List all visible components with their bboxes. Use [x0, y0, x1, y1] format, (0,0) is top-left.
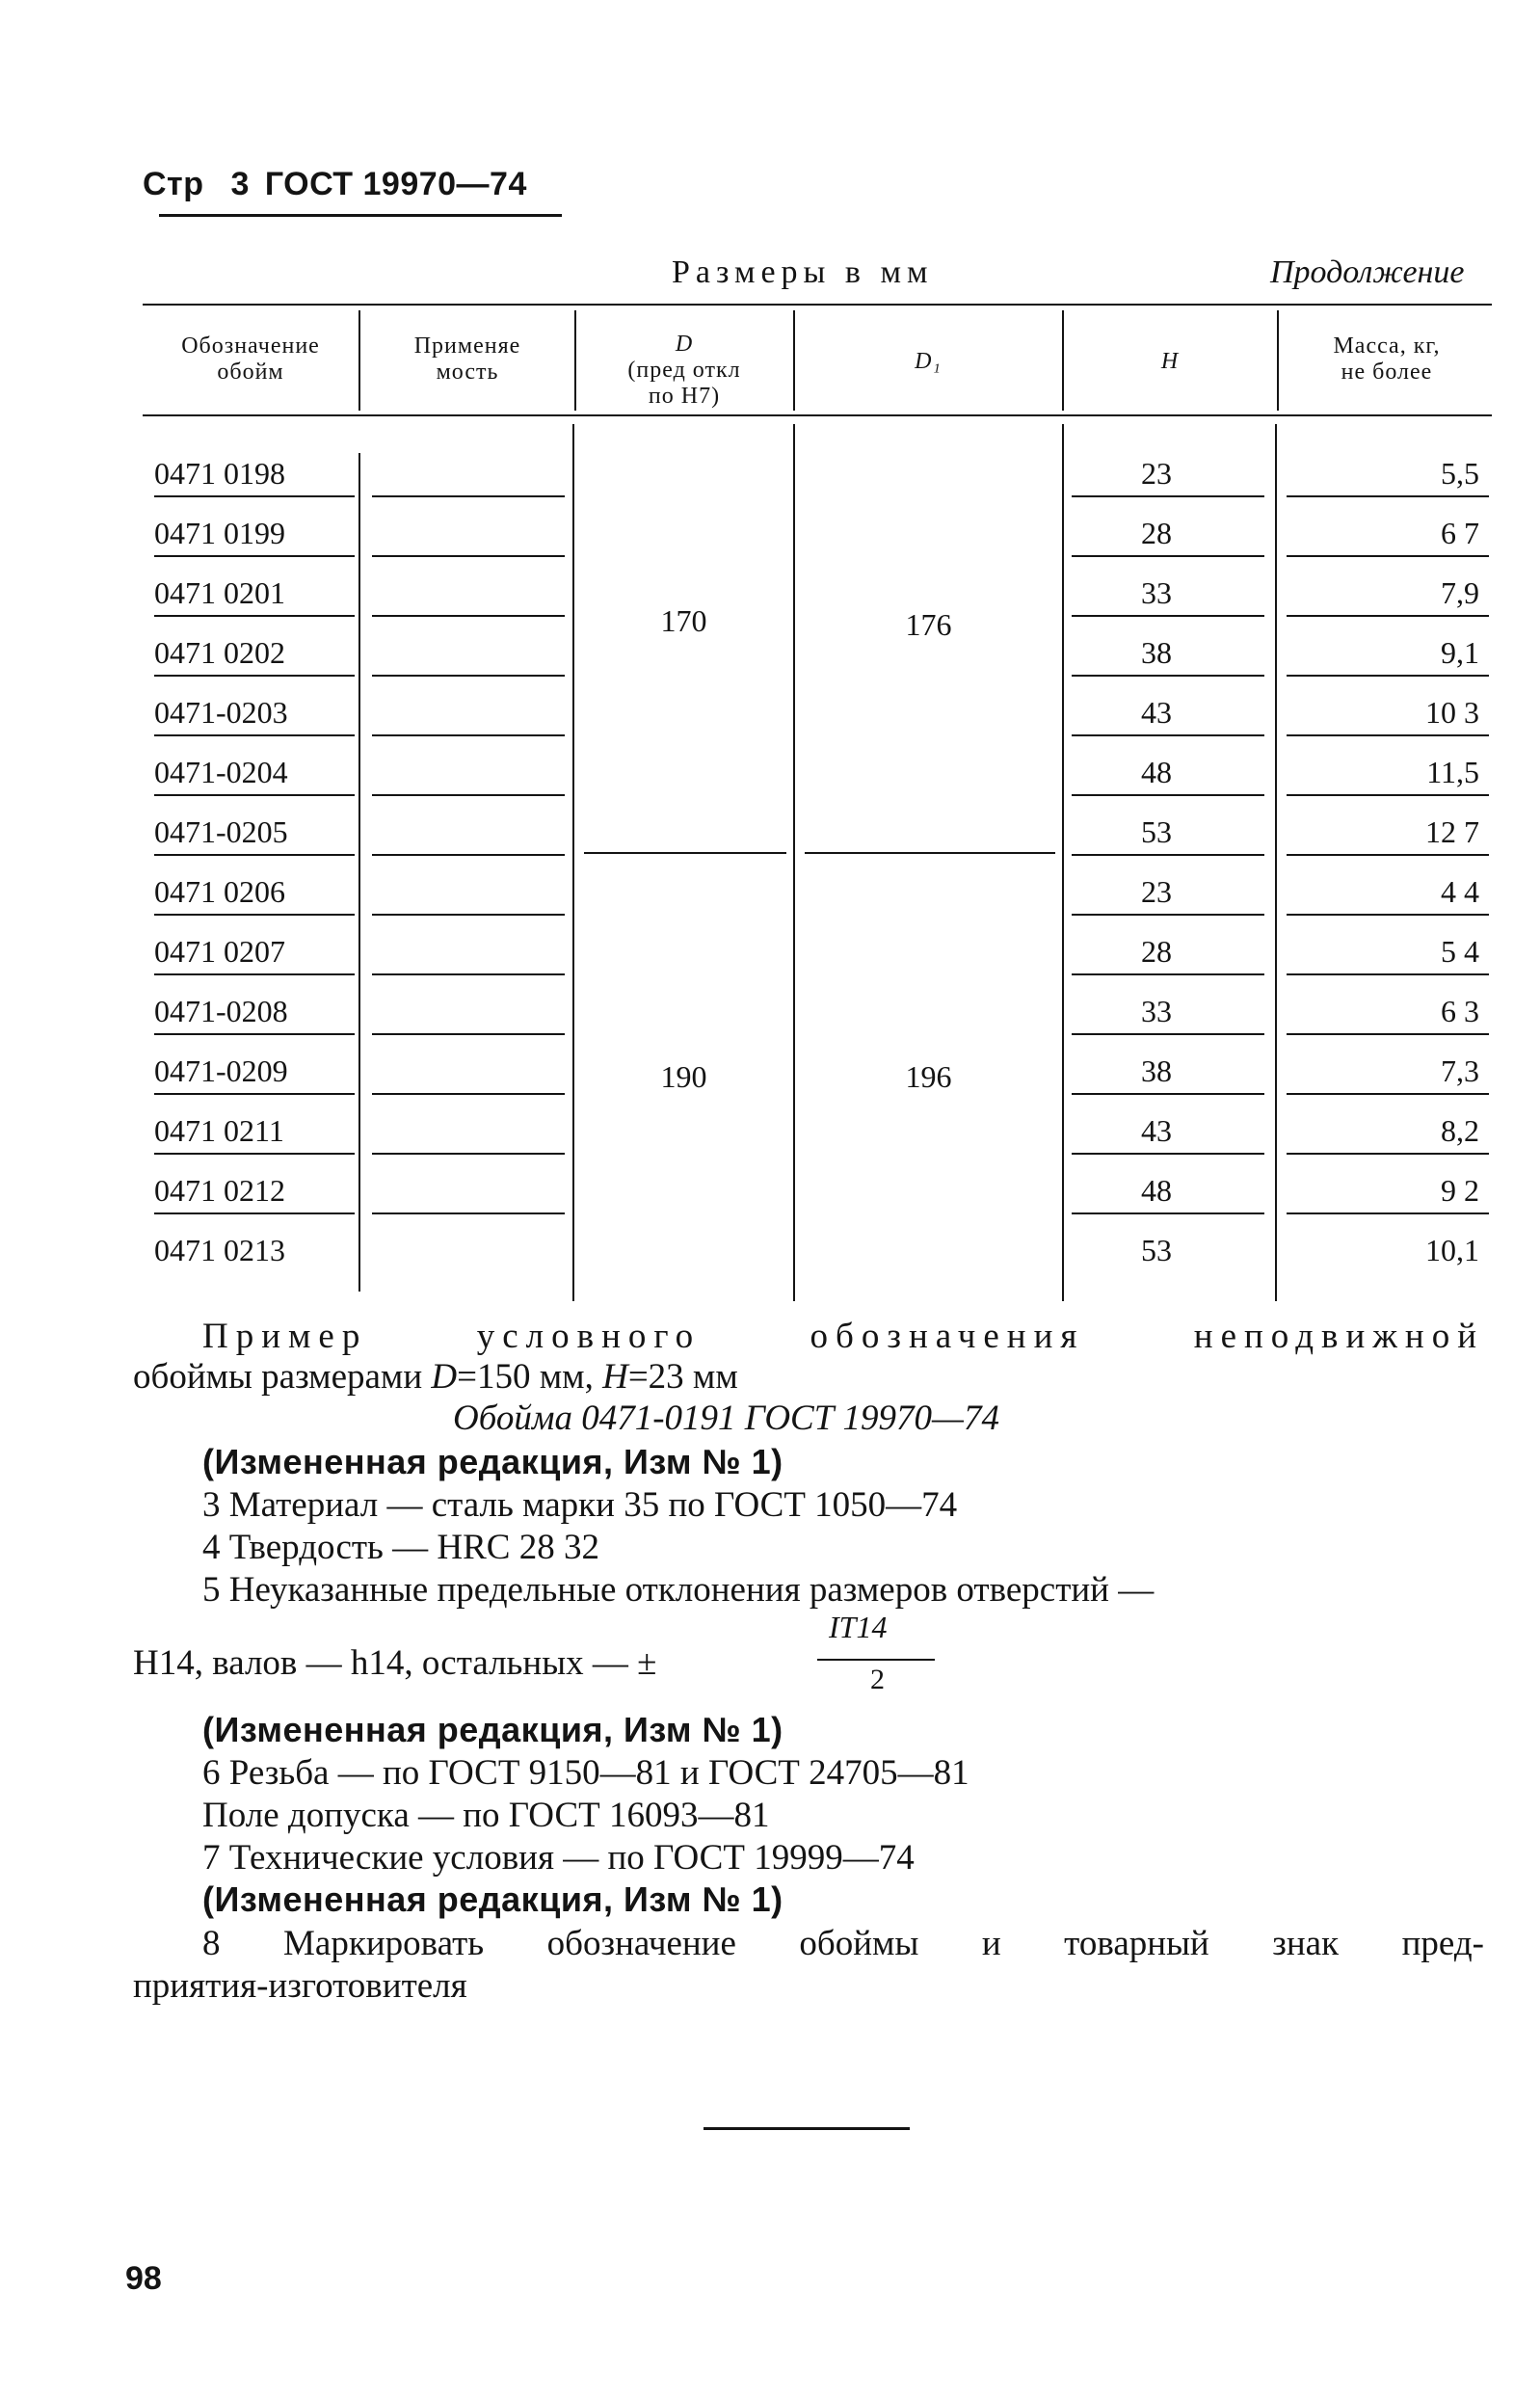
item-3: 3 Материал — сталь марки 35 по ГОСТ 1050—74	[202, 1485, 958, 1525]
row-code: 0471-0209	[154, 1053, 288, 1088]
item-8-line-2: приятия-изготовителя	[133, 1966, 467, 2006]
row-underline	[154, 794, 355, 796]
row-code: 0471-0205	[154, 814, 288, 849]
item-8-line-1: 8 Маркировать обозначение обоймы и товарный знак пред-	[202, 1924, 1484, 1963]
fraction-denominator: 2	[870, 1664, 885, 1695]
row-underline	[1072, 1212, 1264, 1214]
row-underline	[1072, 734, 1264, 736]
row-h: 23	[1141, 456, 1172, 491]
row-underline	[1287, 854, 1489, 856]
row-code: 0471 0211	[154, 1113, 284, 1148]
page-number: 98	[125, 2260, 162, 2297]
row-h: 43	[1141, 1113, 1172, 1148]
row-code: 0471 0207	[154, 934, 285, 969]
row-code: 0471 0213	[154, 1233, 285, 1267]
row-underline	[1287, 495, 1489, 497]
row-underline	[1287, 555, 1489, 557]
table-top-rule	[143, 304, 1492, 306]
page-label: Стр	[143, 166, 204, 202]
header-divider	[793, 310, 795, 411]
d1-value: 196	[905, 1059, 952, 1094]
row-underline	[154, 675, 355, 677]
row-mass: 7,9	[1441, 575, 1479, 610]
row-mass: 9,1	[1441, 635, 1479, 670]
edit-note-2: (Измененная редакция, Изм № 1)	[202, 1710, 783, 1749]
row-underline	[1072, 914, 1264, 916]
row-underline	[1287, 734, 1489, 736]
row-underline	[372, 555, 565, 557]
row-mass: 6 3	[1441, 994, 1479, 1028]
row-underline	[372, 615, 565, 617]
row-mass: 9 2	[1441, 1173, 1479, 1208]
row-underline	[154, 1153, 355, 1155]
fraction-numerator: IT14	[829, 1610, 888, 1644]
row-h: 28	[1141, 516, 1172, 550]
row-mass: 7,3	[1441, 1053, 1479, 1088]
row-code: 0471-0204	[154, 755, 288, 789]
row-underline	[154, 1033, 355, 1035]
row-h: 38	[1141, 635, 1172, 670]
row-underline	[372, 1093, 565, 1095]
item-4: 4 Твердость — HRC 28 32	[202, 1528, 599, 1567]
d-value: 190	[660, 1059, 707, 1094]
row-underline	[372, 495, 565, 497]
row-underline	[1072, 794, 1264, 796]
row-mass: 11,5	[1426, 755, 1479, 789]
row-underline	[1287, 1093, 1489, 1095]
header-bottom-rule	[143, 414, 1492, 416]
row-underline	[1287, 615, 1489, 617]
row-mass: 4 4	[1441, 874, 1479, 909]
header-divider	[1062, 310, 1064, 411]
row-underline	[1287, 794, 1489, 796]
row-h: 33	[1141, 994, 1172, 1028]
row-underline	[1072, 615, 1264, 617]
row-underline	[372, 675, 565, 677]
row-underline	[372, 734, 565, 736]
continuation-label: Продолжение	[1270, 254, 1465, 290]
body-divider	[572, 424, 574, 1301]
group-separator	[584, 852, 786, 854]
row-code: 0471 0206	[154, 874, 285, 909]
row-underline	[1287, 973, 1489, 975]
row-code: 0471 0198	[154, 456, 285, 491]
row-underline	[372, 794, 565, 796]
row-underline	[372, 1153, 565, 1155]
row-underline	[1072, 555, 1264, 557]
row-underline	[154, 1093, 355, 1095]
item-5-line-1: 5 Неуказанные предельные отклонения размеров отверстий —	[202, 1570, 1155, 1610]
header-rule	[159, 214, 562, 217]
row-mass: 12 7	[1425, 814, 1479, 849]
row-h: 48	[1141, 1173, 1172, 1208]
header-divider	[1277, 310, 1279, 411]
fraction-bar	[817, 1659, 935, 1661]
row-underline	[372, 1033, 565, 1035]
body-divider	[1062, 424, 1064, 1301]
row-code: 0471 0202	[154, 635, 285, 670]
row-h: 48	[1141, 755, 1172, 789]
row-mass: 10 3	[1425, 695, 1479, 730]
row-code: 0471 0212	[154, 1173, 285, 1208]
row-underline	[154, 495, 355, 497]
row-underline	[154, 854, 355, 856]
row-h: 43	[1141, 695, 1172, 730]
row-underline	[1287, 1212, 1489, 1214]
row-underline	[1287, 914, 1489, 916]
header-mass: Масса, кг, не более	[1333, 333, 1441, 385]
header-h: H	[1160, 349, 1180, 374]
row-underline	[1072, 1153, 1264, 1155]
row-underline	[1072, 1033, 1264, 1035]
header-d1: D₁	[915, 349, 942, 374]
row-h: 23	[1141, 874, 1172, 909]
row-mass: 5,5	[1441, 456, 1479, 491]
header-divider	[574, 310, 576, 411]
item-5-line-2: H14, валов — h14, остальных — ±	[133, 1643, 657, 1683]
edit-note-1: (Измененная редакция, Изм № 1)	[202, 1442, 783, 1481]
row-h: 28	[1141, 934, 1172, 969]
row-underline	[1287, 1033, 1489, 1035]
item-6: 6 Резьба — по ГОСТ 9150—81 и ГОСТ 24705—81	[202, 1753, 969, 1793]
body-divider	[793, 424, 795, 1301]
header-divider	[358, 310, 360, 411]
body-divider	[1275, 424, 1277, 1301]
page-number-in-header: 3	[230, 166, 250, 202]
row-underline	[372, 973, 565, 975]
row-h: 38	[1141, 1053, 1172, 1088]
row-underline	[1072, 1093, 1264, 1095]
page-header	[143, 166, 527, 203]
d1-value: 176	[905, 607, 952, 642]
example-line-1: Пример условного обозначения неподвижной	[202, 1317, 1484, 1356]
row-underline	[1287, 1153, 1489, 1155]
row-h: 53	[1141, 814, 1172, 849]
row-underline	[1072, 495, 1264, 497]
row-mass: 10,1	[1425, 1233, 1479, 1267]
row-code: 0471 0201	[154, 575, 285, 610]
d-value: 170	[660, 603, 707, 638]
row-underline	[1072, 854, 1264, 856]
example-designation: Обойма 0471-0191 ГОСТ 19970—74	[453, 1399, 999, 1438]
standard-title: ГОСТ 19970—74	[264, 166, 527, 202]
row-mass: 8,2	[1441, 1113, 1479, 1148]
row-underline	[372, 1212, 565, 1214]
row-mass: 6 7	[1441, 516, 1479, 550]
item-7: 7 Технические условия — по ГОСТ 19999—74	[202, 1838, 915, 1878]
row-mass: 5 4	[1441, 934, 1479, 969]
row-h: 53	[1141, 1233, 1172, 1267]
row-underline	[1072, 675, 1264, 677]
row-underline	[154, 1212, 355, 1214]
row-underline	[154, 973, 355, 975]
row-h: 33	[1141, 575, 1172, 610]
row-underline	[154, 914, 355, 916]
row-code: 0471-0203	[154, 695, 288, 730]
header-d: D (пред откл по H7)	[627, 332, 741, 409]
header-applicability: Применяе мость	[413, 333, 521, 385]
row-underline	[1072, 973, 1264, 975]
row-underline	[154, 734, 355, 736]
row-underline	[372, 854, 565, 856]
footer-rule	[704, 2127, 910, 2130]
example-line-2: обоймы размерами D=150 мм, H=23 мм	[133, 1357, 738, 1397]
row-underline	[154, 615, 355, 617]
row-code: 0471-0208	[154, 994, 288, 1028]
row-underline	[1287, 675, 1489, 677]
header-designation: Обозначение обойм	[181, 333, 320, 385]
row-underline	[372, 914, 565, 916]
table-caption: Размеры в мм	[672, 254, 934, 290]
group-separator	[805, 852, 1055, 854]
tolerance-line: Поле допуска — по ГОСТ 16093—81	[202, 1796, 770, 1835]
row-underline	[154, 555, 355, 557]
row-code: 0471 0199	[154, 516, 285, 550]
edit-note-3: (Измененная редакция, Изм № 1)	[202, 1879, 783, 1919]
